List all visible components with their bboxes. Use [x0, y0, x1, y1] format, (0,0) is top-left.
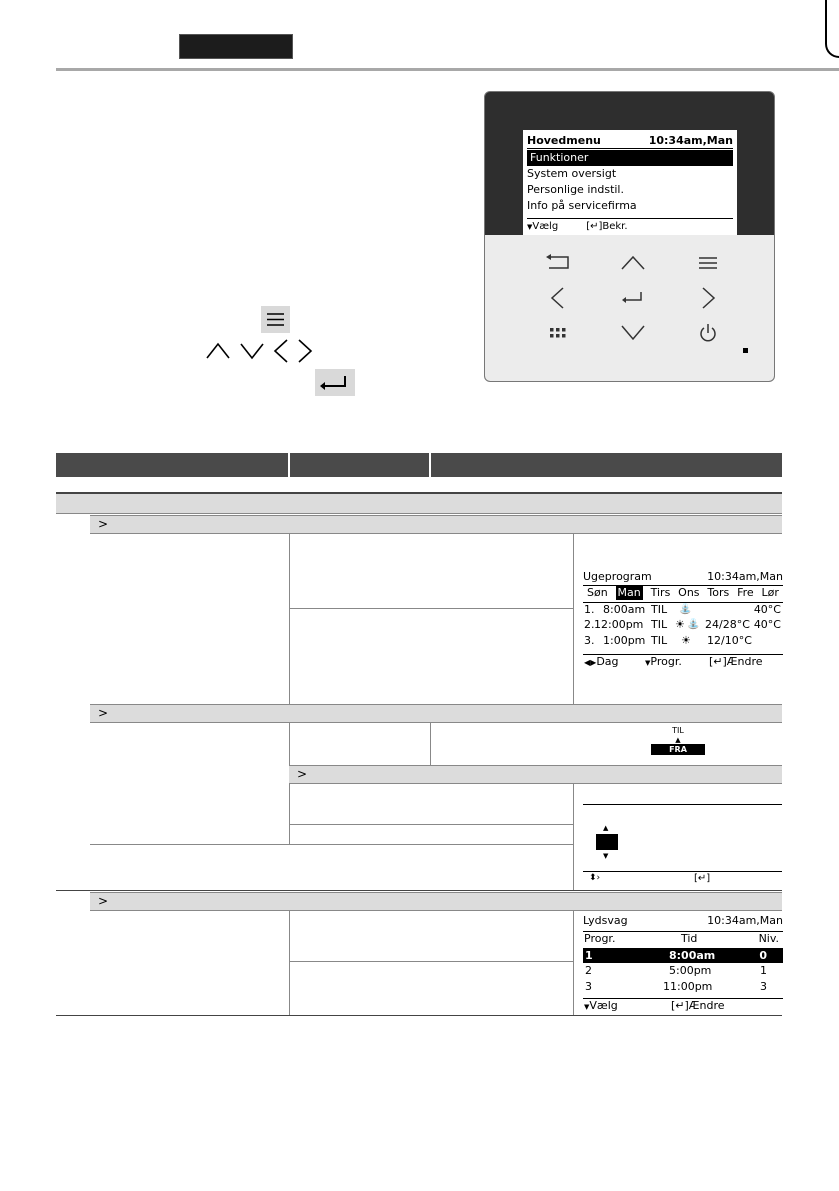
status-led: [743, 348, 748, 353]
power-button[interactable]: [693, 321, 723, 345]
subsection-bar-toggle: [90, 704, 782, 723]
chevron-right-icon: >: [98, 894, 109, 908]
footer-select: ▼Vælg: [527, 221, 559, 232]
footer-confirm: [↵]: [694, 873, 711, 884]
week-row-1[interactable]: 1. 8:00am TIL ⛲ 40°C: [584, 603, 781, 616]
value-box[interactable]: [596, 834, 618, 850]
col-divider: [289, 911, 290, 1015]
page-corner-mark: [825, 0, 839, 58]
enter-key-glyph: [315, 369, 355, 396]
screen-top-rule: [583, 804, 782, 805]
section-rule: [56, 890, 782, 891]
menu-button[interactable]: [693, 251, 723, 275]
footer-confirm: [↵]Bekr.: [586, 221, 628, 232]
tap-icon: ⛲: [679, 604, 692, 615]
quiet-row-3[interactable]: 3 11:00pm 3: [585, 980, 767, 993]
footer-change: [↵]Ændre: [709, 655, 763, 668]
col-divider: [573, 911, 574, 1015]
footer-prog: Progr.: [650, 655, 682, 668]
on-off-toggle[interactable]: [648, 726, 708, 764]
menu-item-personal-settings[interactable]: Personlige indstil.: [527, 183, 624, 196]
col-prog: Progr.: [584, 932, 616, 945]
day-tue[interactable]: Tirs: [650, 586, 671, 599]
chevron-up-icon: [207, 344, 229, 358]
remote-controller: [484, 91, 775, 382]
week-title: Ugeprogram: [583, 570, 652, 583]
day-sat[interactable]: Lør: [761, 586, 779, 599]
left-button[interactable]: [543, 286, 573, 310]
right-button[interactable]: [693, 286, 723, 310]
menu-item-service-info[interactable]: Info på servicefirma: [527, 199, 637, 212]
toggle-off-label: FRA: [651, 744, 705, 755]
lcd-header: [527, 133, 733, 149]
table-bottom-rule: [56, 1015, 782, 1016]
quiet-mode-screen: [583, 912, 783, 1014]
row-divider: [90, 844, 573, 845]
tap-icon: ⛲: [687, 619, 700, 630]
table-header-col1: [56, 453, 288, 477]
section-tag: [179, 34, 293, 59]
chevron-down-icon: [241, 344, 263, 358]
quiet-header: [583, 914, 783, 928]
enter-icon: [315, 369, 355, 396]
day-thu[interactable]: Tors: [707, 586, 730, 599]
row-divider: [289, 824, 573, 825]
row-divider: [289, 961, 573, 962]
toggle-on-label: TIL: [672, 726, 684, 735]
day-mon[interactable]: Man: [617, 586, 641, 599]
day-row: [583, 585, 783, 600]
up-button[interactable]: [618, 251, 648, 275]
menu-item-functions[interactable]: Funktioner: [527, 150, 733, 166]
week-header: [583, 570, 783, 584]
subsection-bar-week: [90, 515, 782, 534]
subsection-bar-nested: [289, 765, 782, 784]
menu-item-system-overview[interactable]: System oversigt: [527, 167, 617, 180]
up-down-right-icon: ⬍›: [589, 873, 601, 883]
screen-bottom-rule: [583, 871, 782, 872]
footer-change: [↵]Ændre: [671, 999, 725, 1012]
down-icon: ▼: [584, 1003, 590, 1011]
quiet-title: Lydsvag: [583, 914, 628, 927]
footer-select: Vælg: [589, 999, 618, 1012]
col-divider: [289, 534, 290, 705]
quiet-col-headers: [583, 931, 783, 946]
lcd-clock: 10:34am,Man: [648, 134, 733, 147]
col-divider: [573, 784, 574, 890]
down-button[interactable]: [618, 321, 648, 345]
footer-day: Dag: [596, 655, 619, 668]
header-rule: [56, 68, 839, 71]
left-right-icon: ◀▶: [584, 658, 597, 667]
arrow-keys-glyph: [205, 338, 315, 364]
col-divider: [573, 534, 574, 705]
day-sun[interactable]: Søn: [587, 586, 608, 599]
week-program-screen: [583, 568, 783, 672]
sun-icon: ☀: [675, 618, 685, 631]
subsection-bar-quiet: [90, 892, 782, 911]
value-selector-screen: [583, 804, 782, 889]
back-arrow-icon[interactable]: [543, 251, 573, 275]
grid-button[interactable]: [543, 321, 573, 345]
main-menu-lcd: [523, 130, 737, 235]
quiet-row-2[interactable]: 2 5:00pm 1: [585, 964, 767, 977]
quiet-footer: [583, 998, 783, 1013]
table-header-col2: [290, 453, 429, 477]
col-time: Tid: [681, 932, 698, 945]
menu-key-glyph: [261, 306, 290, 333]
week-clock: 10:34am,Man: [707, 570, 783, 583]
chevron-right-icon: [299, 340, 311, 362]
col-divider: [430, 723, 431, 765]
caret-up-icon: ▲: [675, 736, 681, 744]
col-level: Niv.: [758, 932, 779, 945]
menu-icon: [261, 306, 290, 333]
week-row-3[interactable]: 3. 1:00pm TIL ☀ 12/10°C: [584, 634, 752, 647]
down-icon: ▼: [645, 659, 651, 667]
day-fri[interactable]: Fre: [737, 586, 754, 599]
lcd-footer: [527, 218, 733, 235]
chevron-right-icon: >: [98, 517, 109, 531]
week-row-2[interactable]: 2. 12:00pm TIL ☀ ⛲ 24/28°C 40°C: [584, 618, 781, 631]
caret-up-icon: ▲: [603, 824, 609, 832]
chevron-right-icon: >: [297, 767, 308, 781]
quiet-clock: 10:34am,Man: [707, 914, 783, 927]
enter-button[interactable]: [618, 286, 648, 310]
table-header-col3: [431, 453, 782, 477]
lcd-title: Hovedmenu: [527, 134, 601, 147]
day-wed[interactable]: Ons: [678, 586, 700, 599]
chevron-right-icon: >: [98, 706, 109, 720]
quiet-row-1[interactable]: 1 8:00am 0: [583, 948, 783, 963]
week-footer: [583, 654, 783, 669]
caret-down-icon: ▼: [603, 852, 609, 860]
row-divider: [289, 608, 573, 609]
chevron-left-icon: [275, 340, 287, 362]
section-bar: [56, 492, 782, 514]
sun-icon: ☀: [681, 634, 691, 647]
